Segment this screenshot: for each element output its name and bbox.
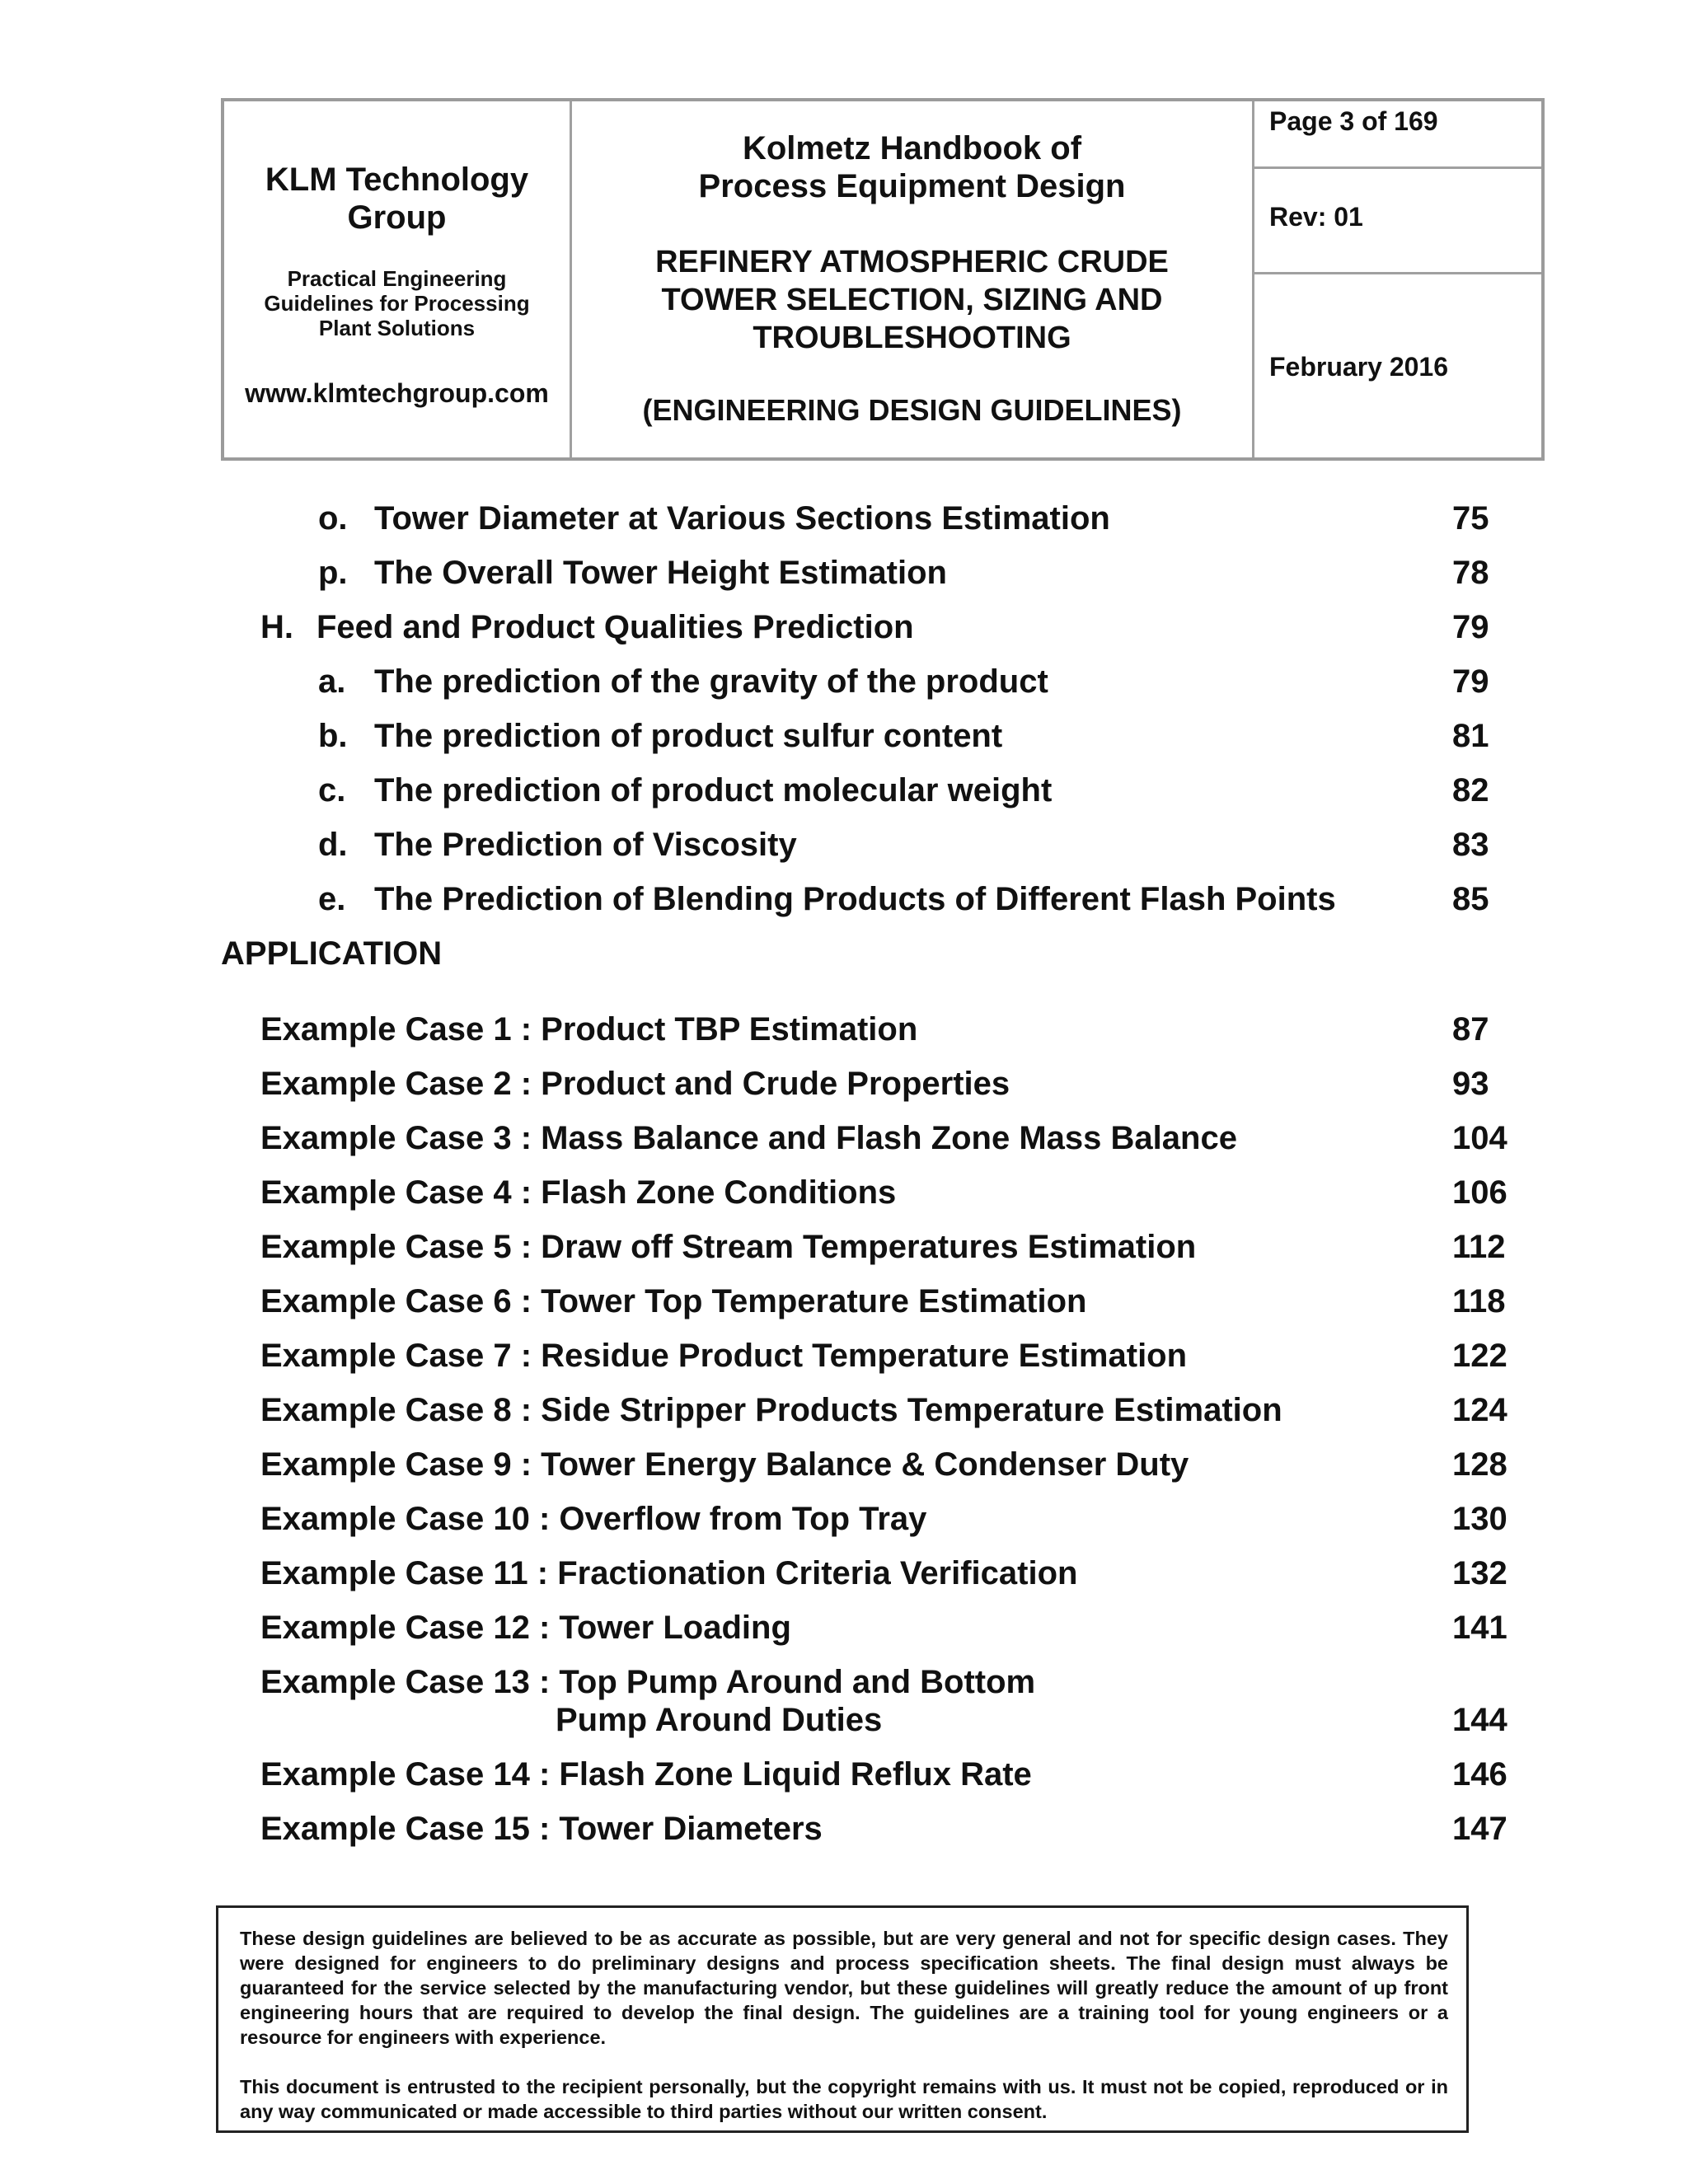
toc-example-page: 147: [1452, 1811, 1507, 1847]
tagline-line3: Plant Solutions: [318, 316, 476, 340]
toc-example: Example Case 4 : Flash Zone Conditions: [260, 1174, 897, 1211]
company-name: [224, 161, 570, 237]
company-name-line2: Group: [347, 199, 447, 236]
toc-example: Example Case 3 : Mass Balance and Flash Zone Mass Balance: [260, 1120, 1237, 1156]
toc-example: Example Case 6 : Tower Top Temperature Estimation: [260, 1283, 1087, 1319]
toc-example: Example Case 11 : Fractionation Criteria Verification: [260, 1555, 1078, 1591]
toc-item-page: 75: [1452, 500, 1489, 537]
toc-item-page: 85: [1452, 881, 1489, 917]
page-number: Page 3 of 169: [1254, 101, 1541, 169]
document-title-line2: TOWER SELECTION, SIZING AND: [661, 283, 1163, 317]
toc-example-page: 146: [1452, 1756, 1507, 1793]
toc-example: Example Case 9 : Tower Energy Balance & Condenser Duty: [260, 1446, 1189, 1483]
toc-example-page: 130: [1452, 1501, 1507, 1537]
document-title-line1: REFINERY ATMOSPHERIC CRUDE: [655, 245, 1169, 279]
toc-item-text: Tower Diameter at Various Sections Estimation: [374, 500, 1110, 537]
toc-item-text: The Prediction of Viscosity: [374, 827, 797, 863]
toc-example: Example Case 10 : Overflow from Top Tray: [260, 1501, 927, 1537]
application-heading: APPLICATION: [221, 935, 443, 972]
toc-item-label: p.: [318, 555, 348, 591]
toc-example-page: 124: [1452, 1392, 1507, 1428]
revision: Rev: 01: [1254, 169, 1541, 274]
toc-example-page: 93: [1452, 1066, 1489, 1102]
toc-example-page: 118: [1452, 1283, 1506, 1319]
toc-item-page: 82: [1452, 772, 1489, 808]
copyright-paragraph: This document is entrusted to the recipient personally, but the copyright remains with us. It must not be copied, reproduced or in any way communicated or made accessible to third parties without our written consent.: [240, 2076, 1448, 2122]
document-title: [572, 243, 1252, 357]
toc-item-page: 79: [1452, 663, 1489, 700]
toc-example-page: 141: [1452, 1610, 1507, 1646]
toc-item-text: The Prediction of Blending Products of Different Flash Points: [374, 881, 1336, 917]
toc-item-label: e.: [318, 881, 346, 917]
company-tagline: [224, 266, 570, 340]
toc-item-text: The prediction of product molecular weight: [374, 772, 1053, 808]
toc-example: Example Case 5 : Draw off Stream Temperatures Estimation: [260, 1229, 1197, 1265]
toc-example-page: 106: [1452, 1174, 1507, 1211]
disclaimer-box: [216, 1905, 1469, 2133]
handbook-line2: Process Equipment Design: [698, 168, 1126, 204]
title-cell: [572, 101, 1254, 457]
toc-section-page: 79: [1452, 609, 1489, 645]
toc-section-text: Feed and Product Qualities Prediction: [316, 609, 914, 645]
toc-example-page: 87: [1452, 1011, 1489, 1047]
toc-item-label: a.: [318, 663, 346, 700]
toc-example: Example Case 7 : Residue Product Temperature Estimation: [260, 1338, 1188, 1374]
handbook-title: [572, 129, 1252, 205]
toc-item-label: c.: [318, 772, 346, 808]
tagline-line2: Guidelines for Processing: [264, 291, 530, 316]
toc-example-continuation: Pump Around Duties: [556, 1702, 883, 1738]
toc-item-page: 81: [1452, 718, 1489, 754]
document-type: (ENGINEERING DESIGN GUIDELINES): [642, 393, 1182, 427]
tagline-line1: Practical Engineering: [287, 266, 507, 291]
toc-example-page: 104: [1452, 1120, 1507, 1156]
toc-item-text: The Overall Tower Height Estimation: [374, 555, 947, 591]
toc-item-text: The prediction of the gravity of the product: [374, 663, 1048, 700]
handbook-line1: Kolmetz Handbook of: [742, 130, 1082, 166]
toc-example: Example Case 13 : Top Pump Around and Bottom: [260, 1664, 1036, 1700]
toc-example-page: 144: [1452, 1702, 1507, 1738]
toc-example-page: 122: [1452, 1338, 1507, 1374]
toc-item-text: The prediction of product sulfur content: [374, 718, 1003, 754]
document-title-line3: TROUBLESHOOTING: [753, 321, 1071, 355]
toc-example-page: 132: [1452, 1555, 1507, 1591]
toc-item-label: d.: [318, 827, 348, 863]
toc-section-label: H.: [260, 609, 293, 645]
toc-item-page: 83: [1452, 827, 1489, 863]
document-header: [221, 98, 1545, 461]
meta-cell: [1254, 101, 1541, 457]
toc-item-page: 78: [1452, 555, 1489, 591]
toc-example: Example Case 8 : Side Stripper Products Temperature Estimation: [260, 1392, 1282, 1428]
company-cell: [224, 101, 572, 457]
toc-item-label: b.: [318, 718, 348, 754]
toc-example: Example Case 2 : Product and Crude Properties: [260, 1066, 1010, 1102]
toc-example-page: 128: [1452, 1446, 1507, 1483]
company-name-line1: KLM Technology: [265, 162, 529, 198]
company-website: www.klmtechgroup.com: [245, 378, 549, 408]
toc-example: Example Case 1 : Product TBP Estimation: [260, 1011, 918, 1047]
toc-example: Example Case 14 : Flash Zone Liquid Reflux Rate: [260, 1756, 1032, 1793]
toc-example: Example Case 15 : Tower Diameters: [260, 1811, 823, 1847]
toc-example: Example Case 12 : Tower Loading: [260, 1610, 791, 1646]
disclaimer-paragraph: These design guidelines are believed to be as accurate as possible, but are very general and not for specific design cases. They were designed for engineers to do preliminary designs and process specification sheets. The final design must always be guaranteed for the service selected by the manufacturing vendor, but these guidelines will greatly reduce the amount of up front engineering hours that are required to develop the final design. The guidelines are a training tool for young engineers or a resource for engineers with experience.: [240, 1928, 1448, 2048]
toc-example-page: 112: [1452, 1229, 1506, 1265]
document-date: February 2016: [1269, 352, 1449, 382]
toc-item-label: o.: [318, 500, 348, 537]
